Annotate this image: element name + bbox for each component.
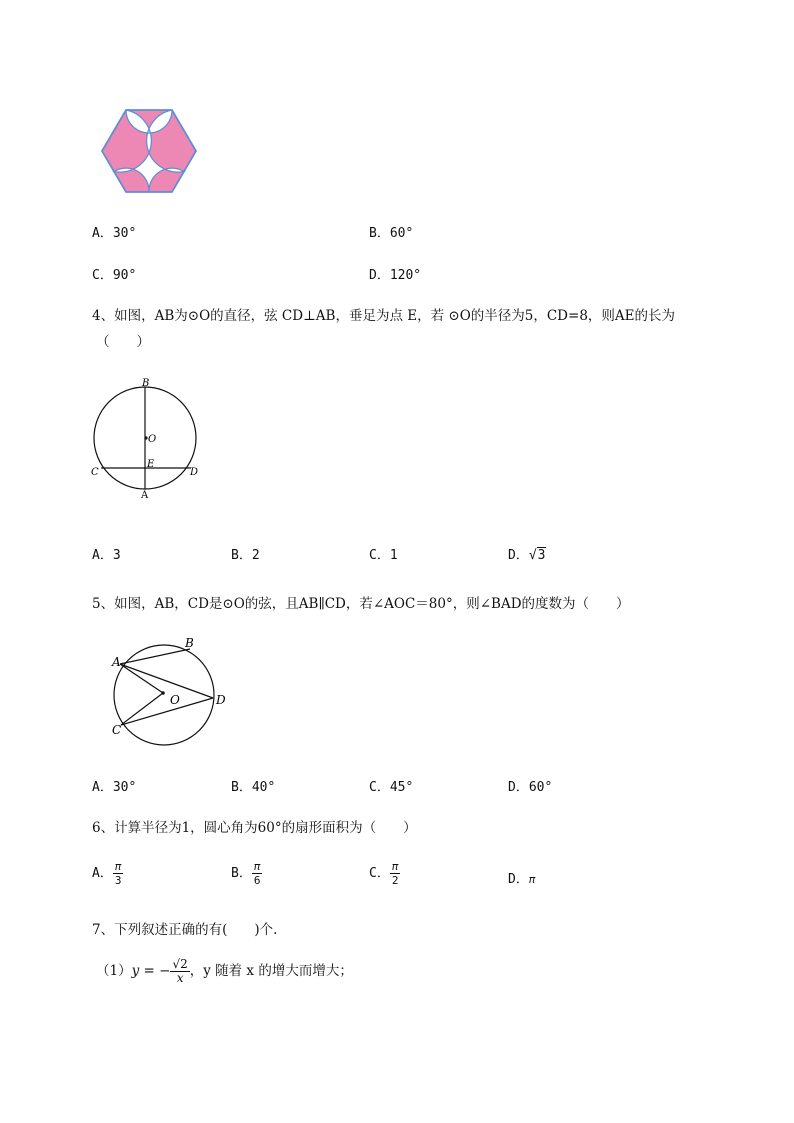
q4-option-b: B．2 [231,548,260,563]
q4-stem-line1: 4、如图，AB为⊙O的直径，弦 CD⊥AB，垂足为点 E，若 ⊙O的半径为5，CD=8，则AE的长为 [92,308,676,324]
q7-item1: （1）y = − $\frac{√2}{x}$ ，y 随着 x 的增大而增大； [96,957,353,985]
q5-label-a: A [112,655,121,669]
hexagon-petal-figure [98,106,200,196]
q3-option-d: D．120° [369,268,422,283]
q5-option-c: C．45° [369,780,414,795]
q5-label-d: D [216,693,226,707]
q6-stem: 6、计算半径为1，圆心角为60°的扇形面积为（ ） [92,820,417,836]
q4-label-b: B [142,378,150,389]
q4-circle-figure [86,374,206,504]
q6-option-d: D．π [508,872,536,887]
q4-label-a: A [141,490,149,501]
q4-option-d: D．√3 [508,548,546,563]
q3-option-b: B．60° [369,226,414,241]
q4-option-a: A．3 [92,548,121,563]
q4-option-c: C．1 [369,548,398,563]
q4-label-c: C [91,467,99,478]
q6-option-a: A． $\frac{\pi}{3}$ [92,860,122,887]
q5-option-b: B．40° [231,780,276,795]
q7-stem: 7、下列叙述正确的有( )个. [92,922,278,938]
q3-option-c: C．90° [92,268,137,283]
q5-option-d: D．60° [508,780,553,795]
q6-option-c: C． $\frac{\pi}{2}$ [369,860,399,887]
q5-stem: 5、如图，AB，CD是⊙O的弦，且AB∥CD，若∠AOC＝80°，则∠BAD的度数为（ ） [92,596,630,612]
q5-label-o: O [170,693,180,707]
q4-label-e: E [147,459,155,470]
q5-label-c: C [112,723,122,737]
q4-label-d: D [190,467,199,478]
q3-option-a: A．30° [92,226,137,241]
q6-option-b: B． $\frac{\pi}{6}$ [231,860,261,887]
q5-option-a: A．30° [92,780,137,795]
q5-circle-figure [104,634,234,746]
q5-label-b: B [185,636,194,650]
q4-stem-line2: （ ） [96,334,150,350]
q4-label-o: O [148,434,157,445]
